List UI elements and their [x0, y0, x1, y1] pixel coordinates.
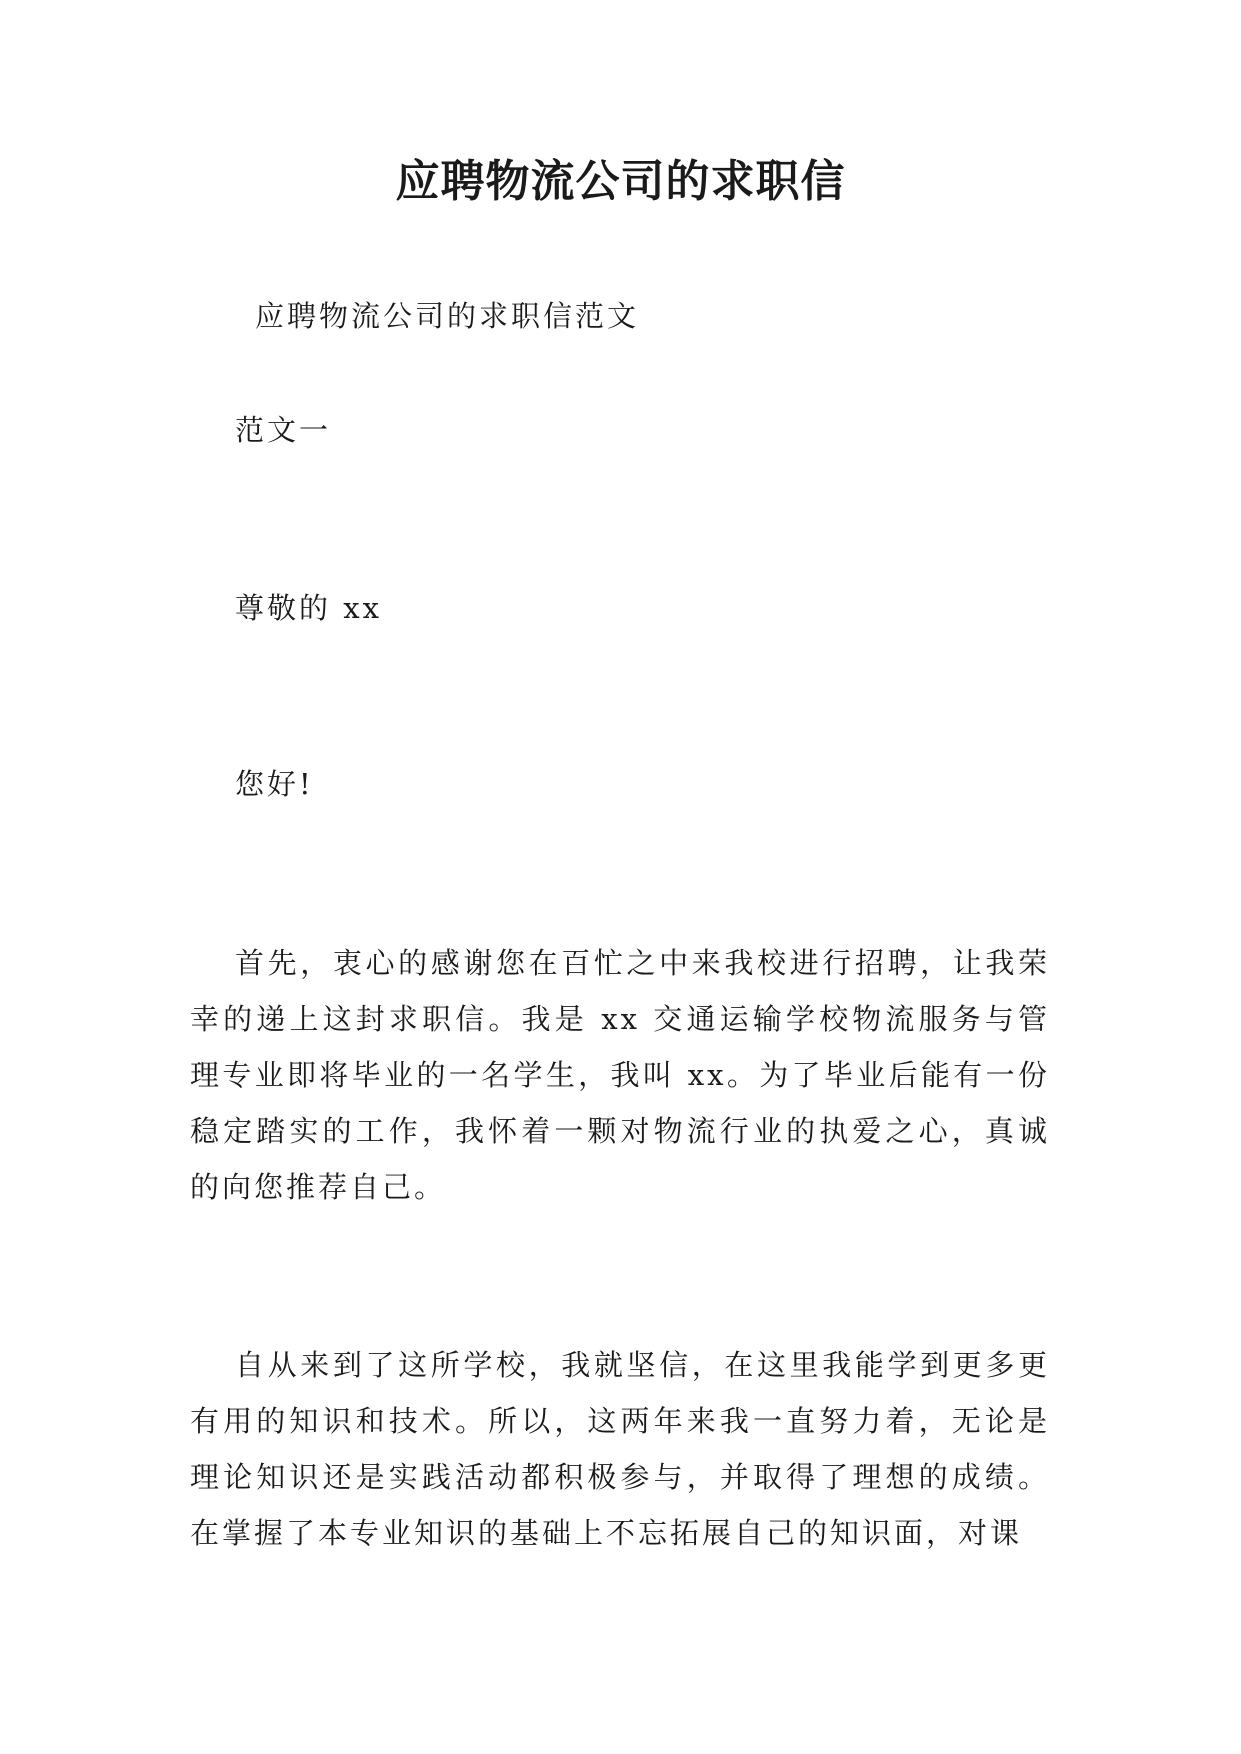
document-subtitle: 应聘物流公司的求职信范文: [255, 299, 640, 333]
section-heading: 范文一: [235, 413, 332, 447]
body-paragraph-2: 自从来到了这所学校，我就坚信，在这里我能学到更多更有用的知识和技术。所以，这两年来我一直努力着，无论是理论知识还是实践活动都积极参与，并取得了理想的成绩。在掌握了本专业知识的基础上不忘拓展自己的知识面，对课: [190, 1348, 1050, 1550]
document-title: 应聘物流公司的求职信: [395, 156, 846, 207]
body-paragraph-1: 首先，衷心的感谢您在百忙之中来我校进行招聘，让我荣幸的递上这封求职信。我是 xx 交通运输学校物流服务与管理专业即将毕业的一名学生，我叫 xx。为了毕业后能有一份稳定踏实的工作，我怀着一颗对物流行业的执爱之心，真诚的向您推荐自己。: [190, 946, 1050, 1204]
greeting: 您好!: [235, 767, 314, 801]
salutation: 尊敬的 xx: [235, 591, 382, 625]
